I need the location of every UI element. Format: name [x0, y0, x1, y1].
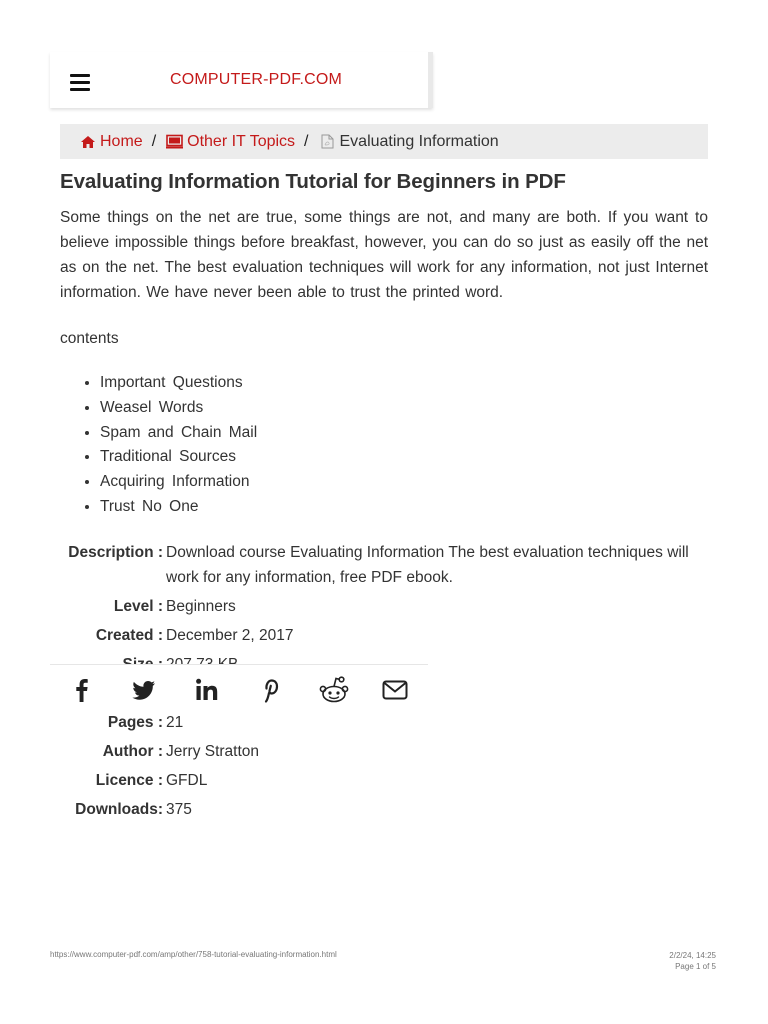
meta-key: Downloads: — [75, 801, 163, 818]
reddit-icon[interactable] — [318, 675, 350, 705]
footer-page-info — [669, 950, 716, 972]
breadcrumb-home-label: Home — [100, 132, 143, 150]
email-icon[interactable] — [381, 676, 409, 704]
list-item: • Weasel Words — [100, 396, 257, 421]
list-item: • Acquiring Information — [100, 470, 257, 495]
meta-value: Beginners — [166, 598, 236, 615]
facebook-icon[interactable] — [68, 676, 96, 704]
pinterest-icon[interactable] — [256, 676, 284, 704]
list-item: • Spam and Chain Mail — [100, 421, 257, 446]
meta-key: Author : — [102, 743, 163, 760]
list-item: • Trust No One — [100, 495, 257, 520]
intro-paragraph: Some things on the net are true, some things are not, and many are both. If you want to believe impossible things before breakfast, however, you can do so just as easily off the net as on the net. The best evaluation techniques will work for any information, not just Internet information. We have never been able to trust the printed word. — [60, 209, 708, 301]
home-icon — [80, 135, 96, 149]
laptop-icon — [166, 134, 183, 149]
twitter-icon[interactable] — [130, 676, 158, 704]
meta-key: Created : — [95, 627, 163, 644]
meta-value: GFDL — [166, 772, 208, 789]
meta-value: Download course Evaluating Information The best evaluation techniques will work for any information, free PDF ebook. — [166, 544, 689, 586]
meta-key: Level : — [113, 598, 163, 615]
meta-key: Description : — [68, 544, 163, 561]
breadcrumb-other-it-topics-label: Other IT Topics — [187, 132, 296, 150]
site-logo[interactable]: COMPUTER-PDF.COM — [170, 71, 343, 88]
breadcrumb-current-label: Evaluating Information — [339, 132, 499, 150]
linkedin-icon[interactable] — [193, 676, 221, 704]
list-item: • Traditional Sources — [100, 445, 257, 470]
list-item: • Important Questions — [100, 371, 257, 396]
meta-key: Licence : — [95, 772, 163, 789]
breadcrumb-separator: / — [151, 132, 157, 150]
contents-label: contents — [60, 330, 119, 347]
meta-value: 21 — [166, 714, 184, 731]
meta-value: Jerry Stratton — [166, 743, 260, 760]
breadcrumb-other-it-topics[interactable] — [166, 133, 295, 151]
meta-key: Pages : — [107, 714, 163, 731]
footer-url: https://www.computer-pdf.com/amp/other/758-tutorial-evaluating-information.html — [50, 950, 337, 959]
breadcrumb-home[interactable] — [80, 133, 143, 151]
share-bar — [50, 664, 428, 713]
contents-list — [60, 371, 257, 520]
meta-value: 375 — [166, 801, 192, 818]
footer-page-number: Page 1 of 5 — [675, 962, 716, 971]
breadcrumb-current — [319, 133, 499, 151]
page-title: Evaluating Information Tutorial for Beginners in PDF — [60, 170, 566, 193]
breadcrumb — [60, 124, 708, 159]
breadcrumb-separator: / — [304, 132, 309, 150]
top-bar — [50, 52, 433, 108]
footer-datetime: 2/2/24, 14:25 — [669, 951, 716, 960]
meta-value: December 2, 2017 — [166, 627, 294, 644]
hamburger-icon[interactable] — [70, 74, 90, 90]
pdf-file-icon — [321, 134, 334, 149]
